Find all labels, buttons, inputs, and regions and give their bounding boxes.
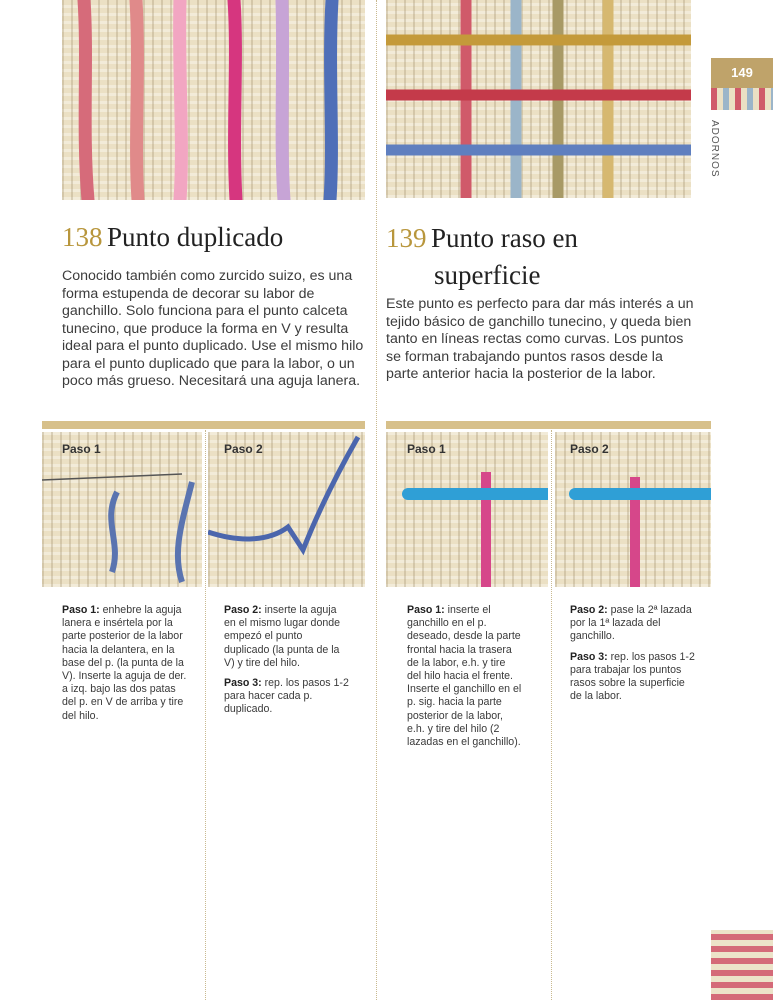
section-title: Punto duplicado: [106, 222, 284, 252]
step1-label-right: Paso 1: [407, 442, 446, 456]
step2-caption-left: Paso 2: inserte la aguja en el mismo lugar donde empezó el punto duplicado (la punta de la V) y tire del hilo. Paso 3: rep. los pasos 1-2 para hacer cada p. duplicado.: [224, 604, 349, 716]
accent-bar-left: [42, 421, 365, 429]
accent-bar-right: [386, 421, 711, 429]
section-139-heading: [386, 222, 706, 296]
corner-swatch: [711, 930, 773, 1000]
step2-label-left: Paso 2: [224, 442, 263, 456]
section-139-intro: Este punto es perfecto para dar más interés a un tejido básico de ganchillo tunecino, y queda bien tanto en líneas rectas como curvas. Los puntos se forman trabajando puntos rasos desde la parte anterior hacia la posterior de la labor.: [386, 296, 694, 382]
section-138-intro: Conocido también como zurcido suizo, es una forma estupenda de decorar su labor de ganchillo. Solo funciona para el punto calceta tunecino, que produce la forma en V y resulta ideal para el punto duplicado. Use el mismo hilo para el punto duplicado que para la labor, o un poco más grueso. Necesitará una aguja lanera.: [62, 268, 364, 389]
section-label: ADORNOS: [709, 120, 720, 178]
divider-center: [376, 0, 377, 1000]
tab-swatch: [711, 88, 773, 110]
divider-left-steps: [205, 430, 206, 1000]
stripes-illustration: [62, 0, 365, 200]
step1-caption-left: Paso 1: enhebre la aguja lanera e insértela por la parte posterior de la labor hacia la delantera, en la base del p. (la punta de la V). Inserte la aguja de der. a izq. bajo las dos patas del p. en V de arriba y tire del hilo.: [62, 604, 187, 722]
plaid-illustration: [386, 0, 691, 198]
section-title-line2: superficie: [434, 260, 541, 290]
section-138-heading: [62, 222, 372, 253]
photo-surface-slip-stitch-sample: [386, 0, 691, 198]
step2-label-right: Paso 2: [570, 442, 609, 456]
section-number: 138: [62, 222, 103, 252]
page-number: 149: [731, 65, 753, 80]
section-number: 139: [386, 223, 427, 253]
step1-caption-right: Paso 1: inserte el ganchillo en el p. deseado, desde la parte frontal hacia la trasera de la labor, e.h. y tire del hilo hacia el frente. Inserte el ganchillo en el p. sig. hacia la parte posterior de la labor, e.h. y tire del hilo (2 lazadas en el ganchillo).: [407, 604, 522, 749]
photo-duplicate-stitch-sample: [62, 0, 365, 200]
step2-caption-right: Paso 2: pase la 2ª lazada por la 1ª lazada del ganchillo. Paso 3: rep. los pasos 1-2 para trabajar los puntos rasos sobre la superficie de la labor.: [570, 604, 695, 703]
page-number-tab: [711, 58, 773, 88]
section-title-line1: Punto raso en: [430, 223, 578, 253]
divider-right-steps: [551, 430, 552, 1000]
step1-label-left: Paso 1: [62, 442, 101, 456]
